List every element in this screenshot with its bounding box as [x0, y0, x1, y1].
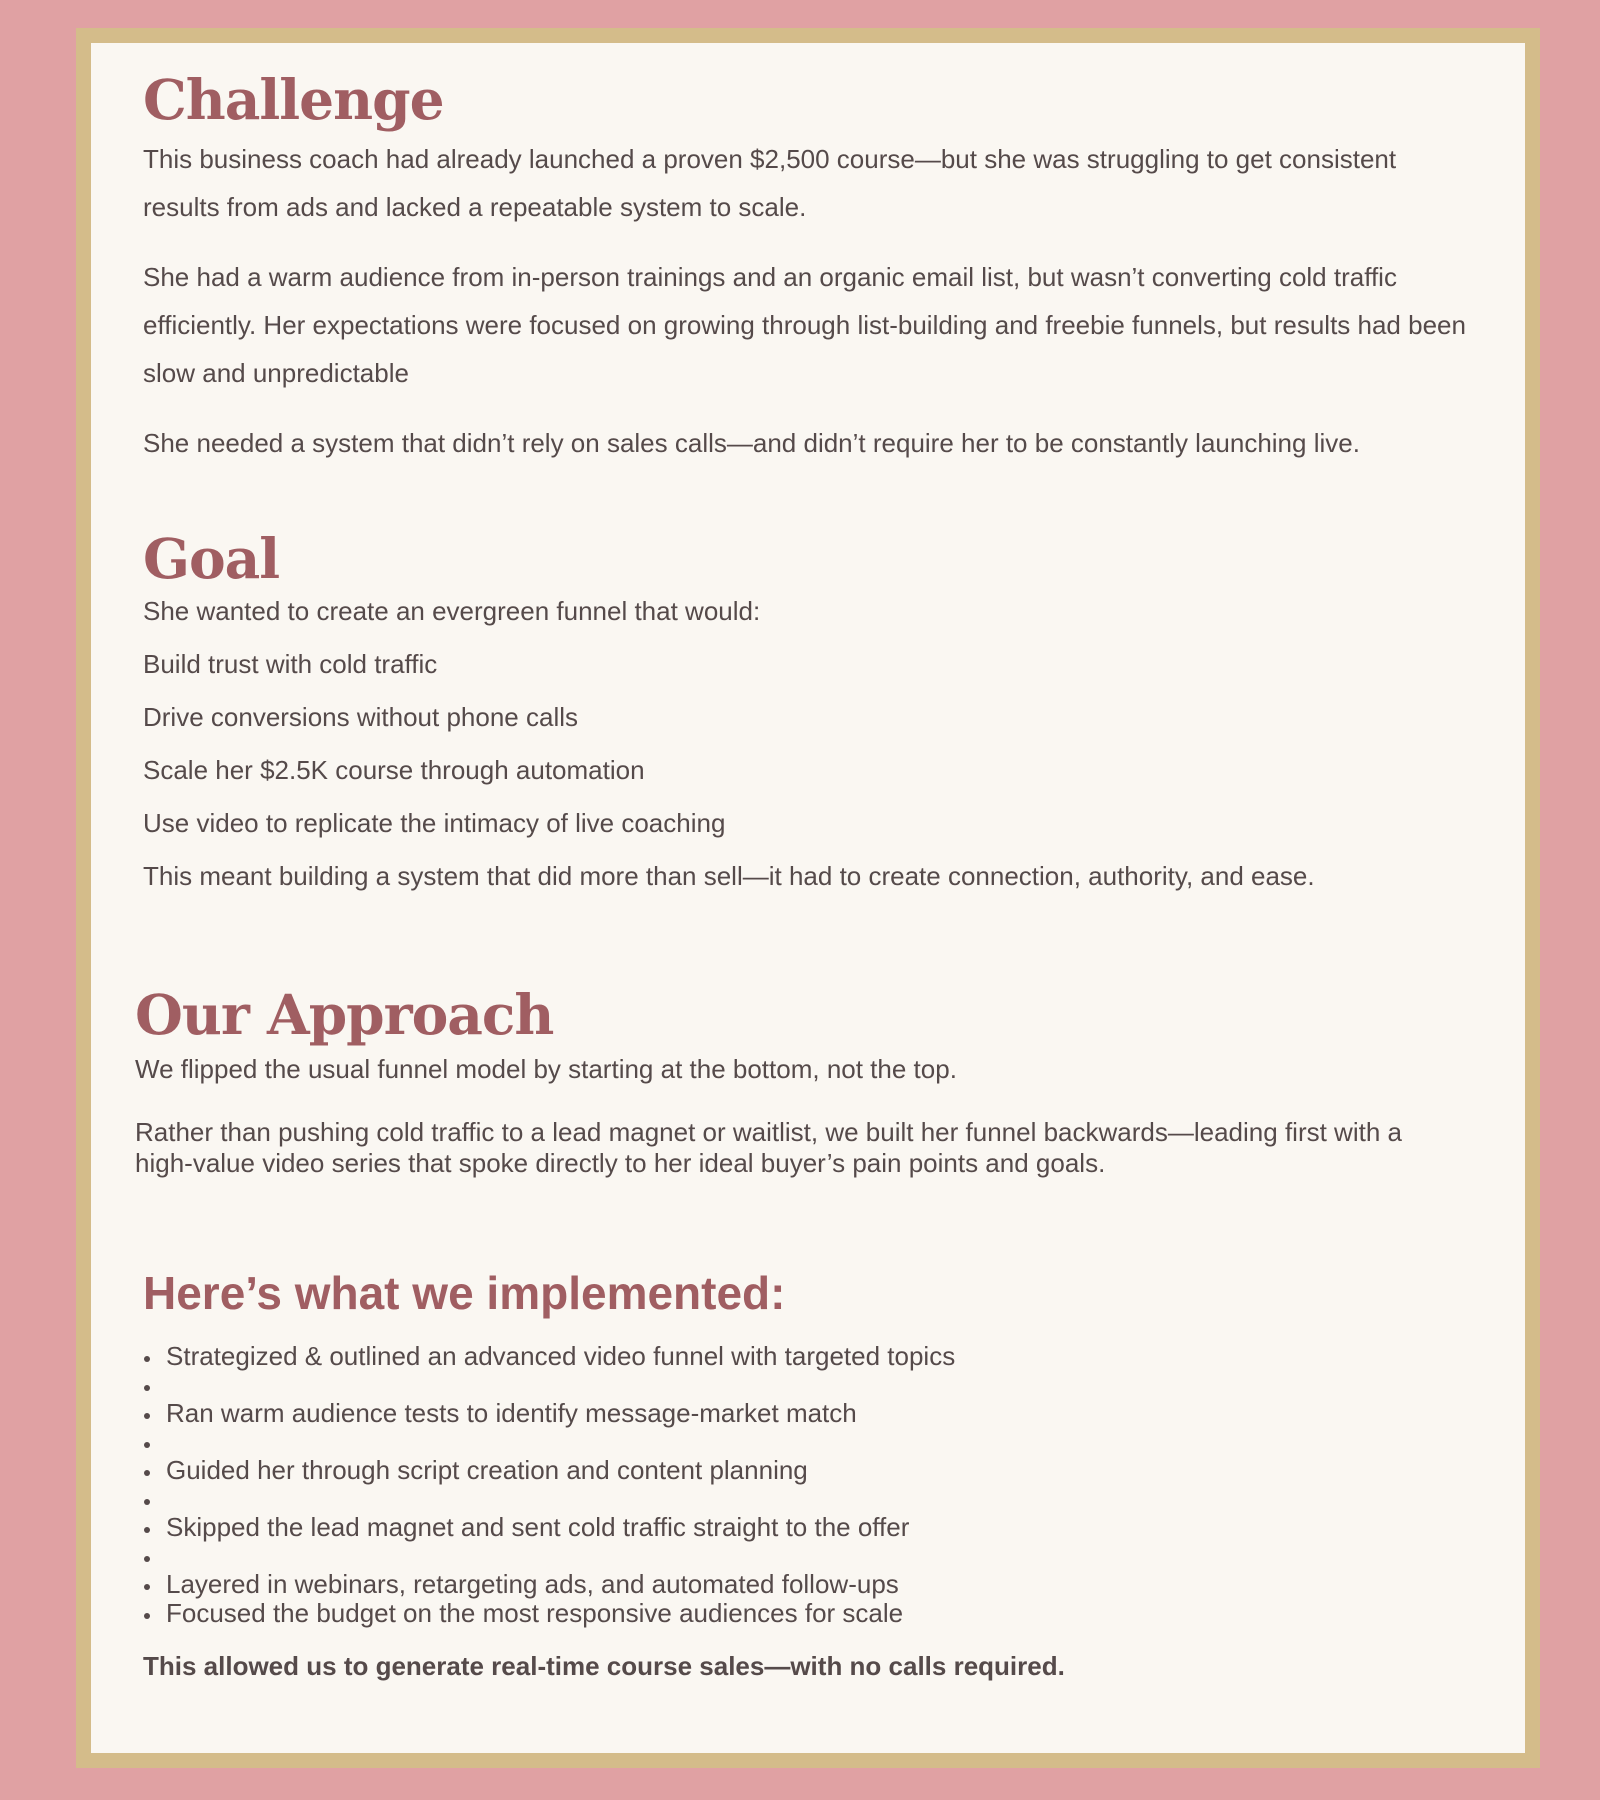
implemented-list — [143, 1342, 1473, 1627]
challenge-heading: Challenge — [143, 67, 444, 132]
list-item: Layered in webinars, retargeting ads, and automated follow-ups — [143, 1570, 1473, 1599]
content-card — [91, 43, 1525, 1753]
list-item: Strategized & outlined an advanced video funnel with targeted topics — [143, 1342, 1473, 1371]
goal-intro: She wanted to create an evergreen funnel that would: — [143, 596, 761, 626]
approach-heading: Our Approach — [135, 982, 554, 1047]
list-item — [143, 1428, 1473, 1457]
approach-paragraph: Rather than pushing cold traffic to a lead magnet or waitlist, we built her funnel backwards—leading first with a high-value video series that spoke directly to her ideal buyer’s pain points and goals. — [135, 1117, 1402, 1178]
list-item: Ran warm audience tests to identify message-market match — [143, 1399, 1473, 1428]
list-item — [143, 1542, 1473, 1571]
implemented-section — [143, 1265, 1473, 1683]
challenge-paragraph: She needed a system that didn’t rely on sales calls—and didn’t require her to be constantly launching live. — [143, 428, 1360, 458]
challenge-paragraph: She had a warm audience from in-person trainings and an organic email list, but wasn’t converting cold traffic efficiently. Her expectations were focused on growing through list-building and freebie funnels, but results had been slow and unpredictable — [143, 262, 1466, 388]
list-item — [143, 1371, 1473, 1400]
approach-paragraph: We flipped the usual funnel model by starting at the bottom, not the top. — [135, 1054, 957, 1084]
goal-section — [143, 526, 1473, 912]
approach-section — [135, 982, 1465, 1179]
goal-item: Drive conversions without phone calls — [143, 702, 578, 732]
goal-item: Scale her $2.5K course through automation — [143, 755, 645, 785]
challenge-paragraph: This business coach had already launched a proven $2,500 course—but she was struggling to get consistent results from ads and lacked a repeatable system to scale. — [143, 144, 1397, 222]
goal-item: Build trust with cold traffic — [143, 649, 438, 679]
challenge-section — [143, 67, 1473, 467]
list-item: Guided her through script creation and content planning — [143, 1456, 1473, 1485]
list-item: Focused the budget on the most responsive audiences for scale — [143, 1599, 1473, 1628]
list-item: Skipped the lead magnet and sent cold traffic straight to the offer — [143, 1513, 1473, 1542]
closing-statement: This allowed us to generate real-time course sales—with no calls required. — [143, 1651, 1065, 1681]
goal-outro: This meant building a system that did more than sell—it had to create connection, authority, and ease. — [143, 861, 1315, 891]
list-item — [143, 1485, 1473, 1514]
goal-item: Use video to replicate the intimacy of live coaching — [143, 808, 726, 838]
goal-heading: Goal — [143, 526, 280, 591]
implemented-heading: Here’s what we implemented: — [143, 1267, 786, 1319]
